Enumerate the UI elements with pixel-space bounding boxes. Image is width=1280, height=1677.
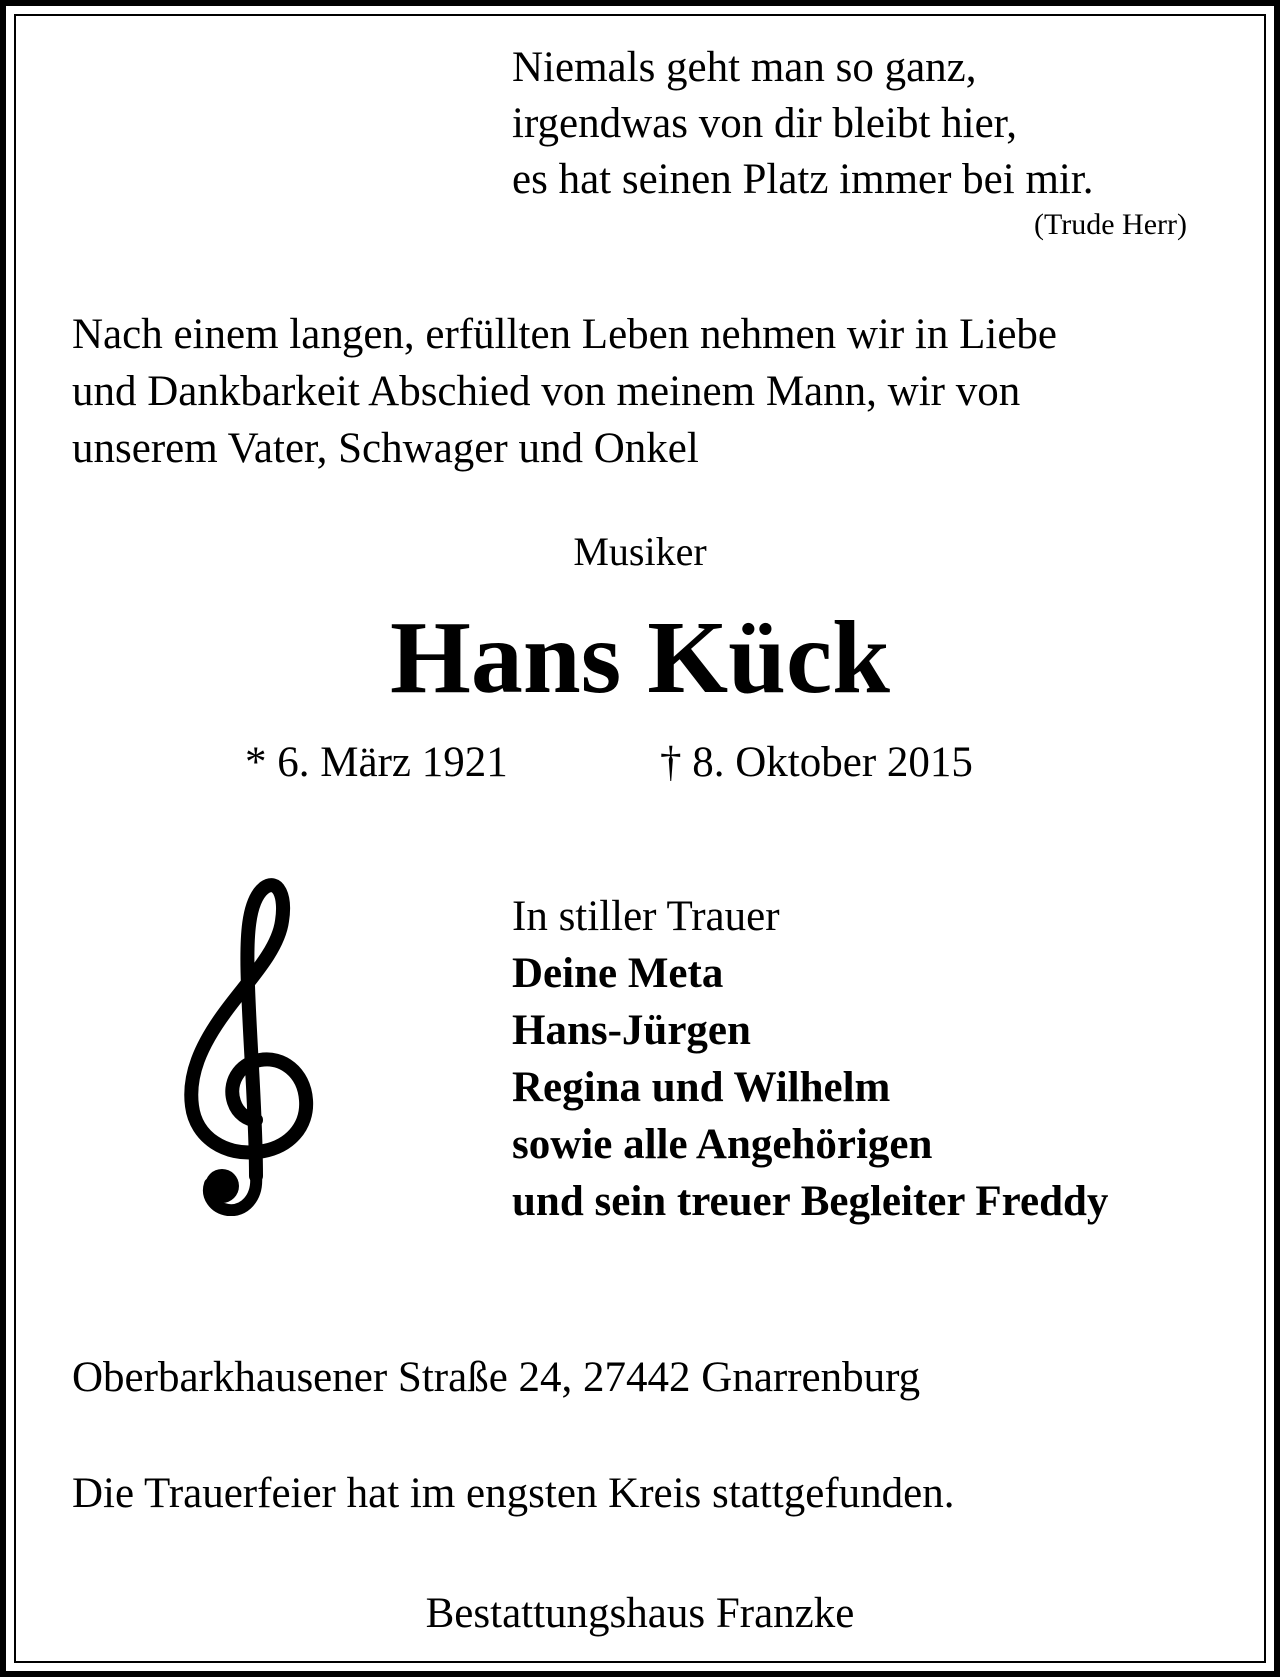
poem-line: es hat seinen Platz immer bei mir. — [512, 156, 1094, 203]
poem-line: Niemals geht man so ganz, — [512, 44, 977, 91]
intro-text — [72, 306, 1212, 477]
death-date: † 8. Oktober 2015 — [660, 739, 973, 786]
poem-quote — [512, 40, 1192, 208]
poem-line: irgendwas von dir bleibt hier, — [512, 100, 1018, 147]
treble-clef-icon — [178, 876, 328, 1216]
mourner-name: sowie alle Angehörigen — [512, 1121, 933, 1168]
ceremony-note: Die Trauerfeier hat im engsten Kreis stattgefunden. — [72, 1470, 955, 1517]
intro-line: Nach einem langen, erfüllten Leben nehmen wir in Liebe — [72, 311, 1058, 358]
birth-date: * 6. März 1921 — [245, 739, 508, 786]
poem-author: (Trude Herr) — [1033, 208, 1187, 241]
intro-line: und Dankbarkeit Abschied von meinem Mann, wir von — [72, 368, 1021, 415]
mourner-name: Hans-Jürgen — [512, 1007, 751, 1054]
deceased-name: Hans Kück — [390, 600, 890, 715]
mourner-name: Deine Meta — [512, 950, 724, 997]
family-address: Oberbarkhausener Straße 24, 27442 Gnarrenburg — [72, 1354, 921, 1401]
inner-border — [14, 14, 1266, 1663]
mourner-name: Regina und Wilhelm — [512, 1064, 891, 1111]
funeral-home: Bestattungshaus Franzke — [425, 1590, 855, 1637]
mourners-block — [512, 888, 1232, 1230]
mourner-name: und sein treuer Begleiter Freddy — [512, 1178, 1109, 1225]
deceased-profession: Musiker — [573, 529, 707, 574]
mourners-intro: In stiller Trauer — [512, 893, 780, 940]
intro-line: unserem Vater, Schwager und Onkel — [72, 425, 699, 472]
